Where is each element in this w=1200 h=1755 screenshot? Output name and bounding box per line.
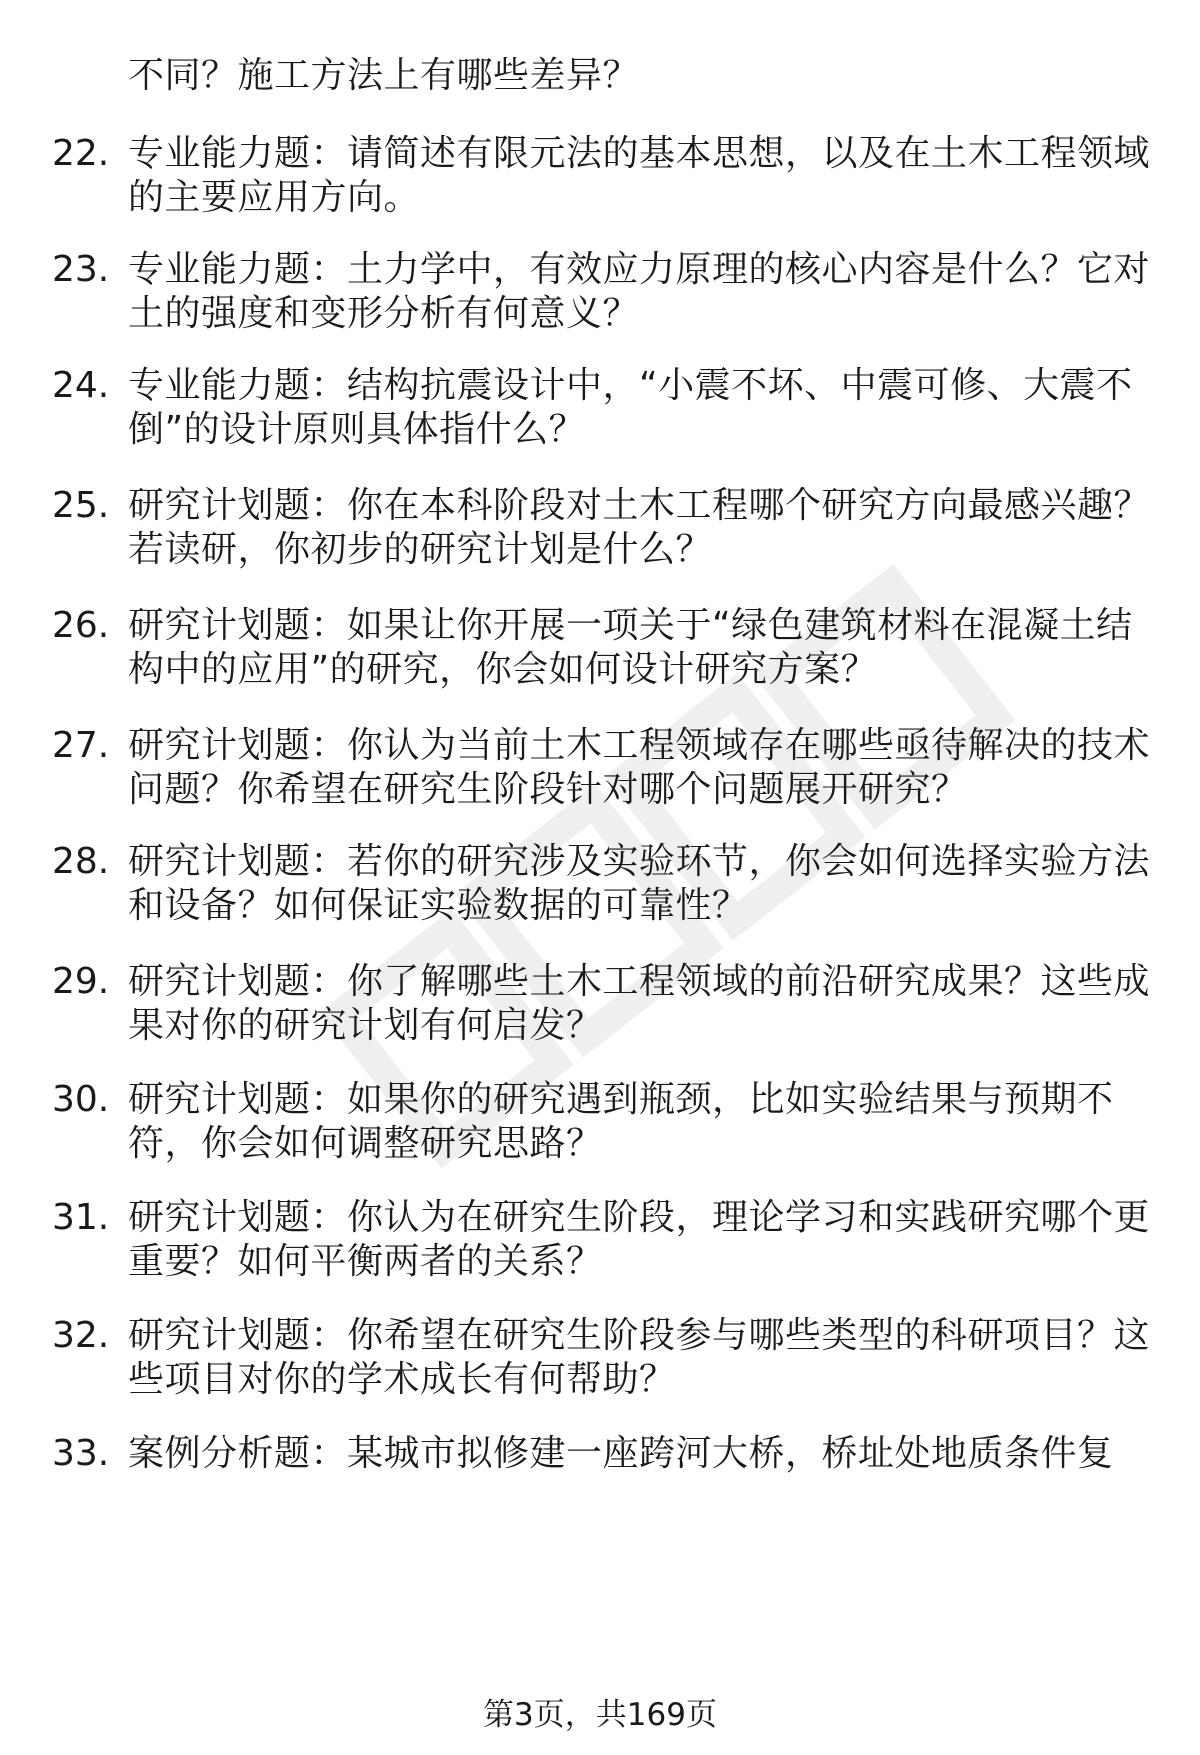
- question-number: 27.: [52, 725, 110, 766]
- question-text: 些项目对你的学术成长有何帮助？: [128, 1359, 676, 1400]
- question-text: 倒”的设计原则具体指什么？: [128, 409, 586, 450]
- question-text: 研究计划题：你在本科阶段对土木工程哪个研究方向最感兴趣？: [128, 485, 1151, 526]
- question-text: 研究计划题：你认为在研究生阶段，理论学习和实践研究哪个更: [128, 1197, 1151, 1238]
- question-number: 26.: [52, 605, 110, 646]
- question-text: 研究计划题：你希望在研究生阶段参与哪些类型的科研项目？这: [128, 1315, 1151, 1356]
- question-number: 24.: [52, 365, 110, 406]
- question-text: 研究计划题：如果让你开展一项关于“绿色建筑材料在混凝土结: [128, 605, 1133, 646]
- question-number: 29.: [52, 961, 110, 1002]
- question-text: 专业能力题：土力学中，有效应力原理的核心内容是什么？它对: [128, 249, 1151, 290]
- question-text: 专业能力题：请简述有限元法的基本思想，以及在土木工程领域: [128, 133, 1151, 174]
- question-text: 果对你的研究计划有何启发？: [128, 1005, 603, 1046]
- question-text: 研究计划题：如果你的研究遇到瓶颈，比如实验结果与预期不: [128, 1079, 1114, 1120]
- question-number: 33.: [52, 1433, 110, 1474]
- question-text: 问题？你希望在研究生阶段针对哪个问题展开研究？: [128, 769, 968, 810]
- question-text: 符，你会如何调整研究思路？: [128, 1123, 603, 1164]
- question-number: 28.: [52, 841, 110, 882]
- question-number: 22.: [52, 133, 110, 174]
- question-text: 研究计划题：你认为当前土木工程领域存在哪些亟待解决的技术: [128, 725, 1151, 766]
- question-text: 专业能力题：结构抗震设计中，“小震不坏、中震可修、大震不: [128, 365, 1133, 406]
- question-number: 32.: [52, 1315, 110, 1356]
- continuation-line: 不同？施工方法上有哪些差异？: [128, 55, 640, 96]
- question-text: 若读研，你初步的研究计划是什么？: [128, 529, 713, 570]
- question-text: 研究计划题：你了解哪些土木工程领域的前沿研究成果？这些成: [128, 961, 1151, 1002]
- question-text: 土的强度和变形分析有何意义？: [128, 293, 640, 334]
- question-number: 25.: [52, 485, 110, 526]
- question-number: 30.: [52, 1079, 110, 1120]
- question-text: 的主要应用方向。: [128, 177, 421, 218]
- question-text: 案例分析题：某城市拟修建一座跨河大桥，桥址处地质条件复: [128, 1433, 1114, 1474]
- page-footer: 第3页，共169页: [483, 1697, 717, 1733]
- question-text: 构中的应用”的研究，你会如何设计研究方案？: [128, 649, 878, 690]
- question-number: 23.: [52, 249, 110, 290]
- question-text: 研究计划题：若你的研究涉及实验环节，你会如何选择实验方法: [128, 841, 1151, 882]
- question-text: 和设备？如何保证实验数据的可靠性？: [128, 885, 749, 926]
- question-text: 重要？如何平衡两者的关系？: [128, 1241, 603, 1282]
- question-number: 31.: [52, 1197, 110, 1238]
